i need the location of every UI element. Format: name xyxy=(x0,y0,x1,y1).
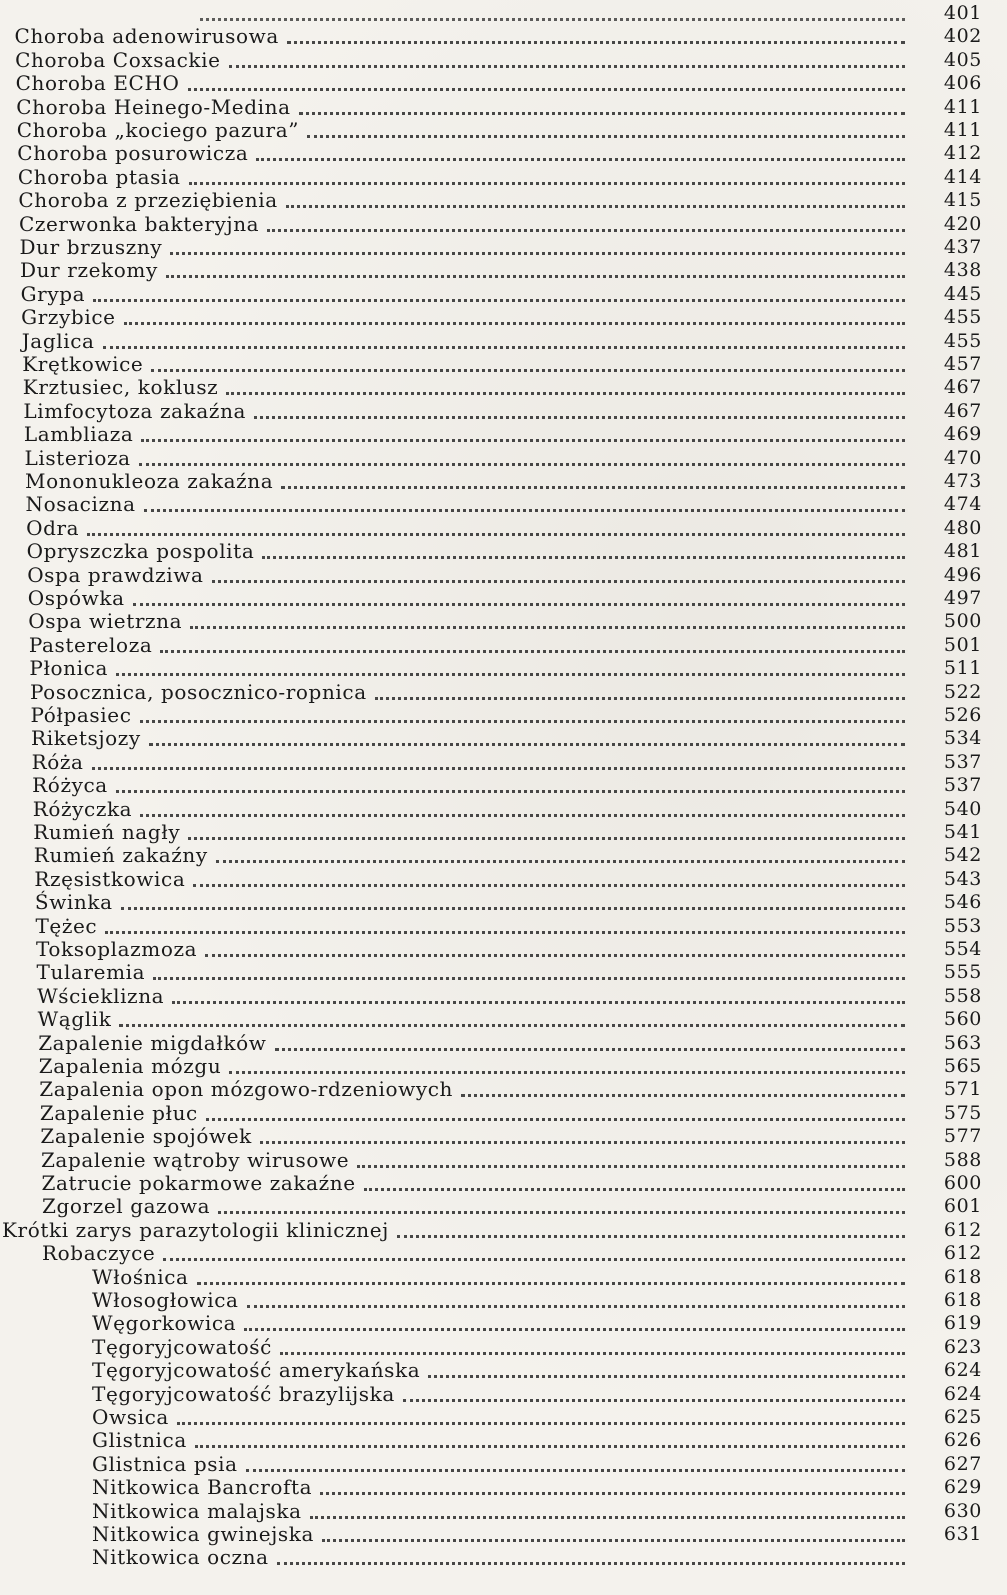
toc-entry xyxy=(0,960,1007,984)
dot-leader xyxy=(160,646,905,653)
dot-leader xyxy=(357,1161,905,1168)
toc-entry xyxy=(0,446,1007,470)
toc-page-number: 496 xyxy=(943,563,982,586)
toc-entry-label: Posocznica, posocznico-ropnica xyxy=(29,679,367,704)
toc-entry xyxy=(0,1522,1007,1546)
toc-entry xyxy=(0,235,1007,259)
toc-page-number: 565 xyxy=(943,1055,982,1077)
toc-entry xyxy=(0,375,1007,399)
toc-entry xyxy=(0,1405,1007,1429)
toc-page-number: 624 xyxy=(943,1382,982,1405)
toc-entry xyxy=(0,24,1007,48)
toc-page-number: 563 xyxy=(943,1031,982,1054)
toc-page-number: 540 xyxy=(943,797,982,820)
dot-leader xyxy=(364,1184,905,1191)
toc-page-number: 554 xyxy=(943,938,982,960)
toc-entry xyxy=(0,188,1007,212)
toc-entry-label: Płonica xyxy=(29,656,108,681)
toc-page-number: 630 xyxy=(943,1499,982,1522)
toc-page-number: 470 xyxy=(943,446,982,469)
dot-leader xyxy=(190,622,905,629)
toc-entry-label: Tęgoryjcowatość xyxy=(92,1334,272,1359)
dot-leader xyxy=(133,599,905,606)
dot-leader xyxy=(197,1278,905,1285)
toc-entry-label: Nitkowica malajska xyxy=(92,1498,302,1523)
dot-leader xyxy=(170,248,905,255)
toc-entry xyxy=(0,165,1007,189)
toc-entry xyxy=(0,1054,1007,1078)
toc-entry-label: Rumień nagły xyxy=(33,820,181,844)
toc-entry xyxy=(0,750,1007,774)
dot-leader xyxy=(229,1067,905,1074)
dot-leader xyxy=(144,505,905,512)
toc-entry-label: Choroba z przeziębienia xyxy=(18,188,278,213)
toc-entry-label: Wąglik xyxy=(37,1007,112,1032)
toc-page-number: 467 xyxy=(943,399,982,422)
toc-entry xyxy=(0,820,1007,844)
dot-leader xyxy=(200,14,905,21)
toc-entry xyxy=(0,609,1007,633)
toc-entry xyxy=(0,1499,1007,1523)
dot-leader xyxy=(163,1254,905,1261)
toc-entry-label: Odra xyxy=(26,515,80,540)
toc-page-number: 537 xyxy=(943,774,982,797)
dot-leader xyxy=(149,739,905,746)
toc-entry-label: Zapalenia opon mózgowo-rdzeniowych xyxy=(39,1077,454,1102)
toc-entry xyxy=(0,1335,1007,1359)
toc-entry-label: Zapalenie spojówek xyxy=(40,1124,252,1149)
dot-leader xyxy=(103,342,905,349)
toc-entry-label: Dur rzekomy xyxy=(20,258,158,283)
toc-page-number: 541 xyxy=(943,821,982,843)
dot-leader xyxy=(320,1488,905,1495)
toc-entry xyxy=(0,914,1007,938)
dot-leader xyxy=(397,1231,905,1238)
toc-page-number: 629 xyxy=(943,1476,982,1499)
dot-leader xyxy=(310,1512,905,1519)
toc-entry xyxy=(0,1265,1007,1289)
toc-entry xyxy=(0,726,1007,750)
toc-page-number: 445 xyxy=(943,282,982,305)
toc-entry xyxy=(0,282,1007,306)
toc-page-number: 481 xyxy=(943,540,982,563)
dot-leader xyxy=(206,1114,905,1121)
toc-entry xyxy=(0,1007,1007,1031)
toc-entry-label: Krętkowice xyxy=(22,352,144,376)
toc-entry-label: Róża xyxy=(31,749,84,774)
toc-entry-label: Robaczyce xyxy=(42,1241,156,1266)
toc-entry-label: Grypa xyxy=(20,281,86,306)
toc-entry-label: Włośnica xyxy=(92,1264,189,1289)
toc-entry xyxy=(0,469,1007,493)
toc-page-number: 420 xyxy=(943,212,982,235)
toc-entry-label: Nitkowica oczna xyxy=(92,1545,269,1570)
toc-entry-label: Nitkowica gwinejska xyxy=(92,1522,315,1546)
dot-leader xyxy=(124,318,905,325)
toc-page-number: 405 xyxy=(943,48,982,71)
toc-entry xyxy=(0,1194,1007,1218)
toc-entry-label: Czerwonka bakteryjna xyxy=(18,211,260,236)
dot-leader xyxy=(246,1465,905,1472)
toc-entry-label: Różyca xyxy=(32,773,108,798)
toc-page-number: 455 xyxy=(943,329,982,352)
toc-entry xyxy=(0,797,1007,821)
toc-page-number: 575 xyxy=(943,1101,982,1124)
toc-entry xyxy=(0,680,1007,704)
toc-entry-label: Toksoplazmoza xyxy=(36,937,198,961)
dot-leader xyxy=(216,856,905,863)
toc-entry-label: Nosacizna xyxy=(25,492,136,517)
dot-leader xyxy=(189,178,905,185)
dot-leader xyxy=(262,552,905,559)
toc-entry xyxy=(0,71,1007,95)
toc-entry xyxy=(0,1358,1007,1382)
toc-entry xyxy=(0,212,1007,236)
toc-entry-label: Węgorkowica xyxy=(92,1311,237,1336)
toc-page-number: 601 xyxy=(943,1195,982,1218)
toc-entry-label: Grzybice xyxy=(21,305,116,330)
toc-entry xyxy=(0,118,1007,142)
toc-page-number: 522 xyxy=(943,680,982,703)
toc-entry xyxy=(0,773,1007,797)
toc-entry xyxy=(0,633,1007,657)
toc-page-number: 626 xyxy=(943,1429,982,1452)
dot-leader xyxy=(267,225,905,232)
dot-leader xyxy=(403,1395,905,1402)
toc-entry-label: Jaglica xyxy=(21,328,95,353)
dot-leader xyxy=(153,973,905,980)
toc-entry-label: Dur brzuszny xyxy=(19,235,163,259)
toc-entry xyxy=(0,305,1007,329)
toc-entry xyxy=(0,843,1007,867)
toc-entry-label: Glistnica psia xyxy=(92,1451,238,1476)
toc-page-number: 560 xyxy=(943,1008,982,1031)
toc-page-number: 588 xyxy=(943,1148,982,1171)
toc-entry xyxy=(0,516,1007,540)
toc-entry xyxy=(0,95,1007,119)
toc-entry-label: Krótki zarys parazytologii klinicznej xyxy=(2,1217,389,1242)
toc-entry xyxy=(0,329,1007,353)
toc-entry-label: Zgorzel gazowa xyxy=(42,1194,211,1219)
toc-entry-label: Choroba ECHO xyxy=(15,71,180,96)
dot-leader xyxy=(105,927,905,934)
toc-page-number: 401 xyxy=(943,2,982,24)
dot-leader xyxy=(281,482,905,489)
dot-leader xyxy=(140,810,905,817)
toc-page-number: 577 xyxy=(943,1125,982,1148)
toc-entry xyxy=(0,1031,1007,1055)
toc-entry-label: Listerioza xyxy=(24,445,131,470)
toc-page-number: 600 xyxy=(943,1172,982,1194)
toc-page-number: 415 xyxy=(943,189,982,212)
toc-page-number: 457 xyxy=(943,353,982,375)
toc-page-number: 438 xyxy=(943,259,982,282)
toc-page-number: 500 xyxy=(943,610,982,633)
toc-entry xyxy=(0,1311,1007,1335)
toc-entry xyxy=(0,867,1007,891)
dot-leader xyxy=(247,1301,905,1308)
toc-page-number: 558 xyxy=(943,984,982,1007)
dot-leader xyxy=(93,295,905,302)
dot-leader xyxy=(307,131,905,138)
dot-leader xyxy=(287,37,905,44)
toc-page-number: 469 xyxy=(943,423,982,446)
toc-entry-label: Zapalenie płuc xyxy=(39,1100,198,1125)
toc-page-number: 414 xyxy=(943,165,982,188)
dot-leader xyxy=(87,529,905,536)
toc-page-number: 553 xyxy=(943,914,982,937)
toc-entry xyxy=(0,1148,1007,1172)
toc-entry xyxy=(0,703,1007,727)
dot-leader xyxy=(119,1020,905,1027)
dot-leader xyxy=(226,388,905,395)
toc-entry xyxy=(0,1452,1007,1476)
toc-page-number: 474 xyxy=(943,493,982,516)
toc-page-number: 411 xyxy=(943,95,982,118)
toc-entry-label: Opryszczka pospolita xyxy=(26,539,255,564)
toc-page-number: 534 xyxy=(943,727,982,750)
toc-entry-label: Choroba Heinego-Medina xyxy=(16,94,291,119)
dot-leader xyxy=(193,880,905,887)
dot-leader xyxy=(229,61,905,68)
toc-page-number: 437 xyxy=(943,236,982,258)
toc-entry-label: Wścieklizna xyxy=(37,983,165,1008)
toc-page-number: 631 xyxy=(943,1523,982,1545)
toc-entry-label: Choroba posurowicza xyxy=(17,141,249,166)
dot-leader xyxy=(428,1371,905,1378)
toc-entry-label: Owsica xyxy=(92,1405,169,1429)
toc-entry-label: Tularemia xyxy=(36,960,146,985)
toc-entry-label: Lambliaza xyxy=(23,422,134,447)
toc-entry-label: Riketsjozy xyxy=(31,726,141,751)
toc-entry xyxy=(0,1545,1007,1569)
toc-entry xyxy=(0,1,1007,25)
dot-leader xyxy=(260,1137,905,1144)
dot-leader xyxy=(177,1418,905,1425)
dot-leader xyxy=(151,365,905,372)
toc-entry-label: Pastereloza xyxy=(28,632,153,657)
toc-entry xyxy=(0,1288,1007,1312)
toc-entry-label: Tęgoryjcowatość amerykańska xyxy=(92,1358,421,1383)
toc-entry xyxy=(0,352,1007,376)
dot-leader xyxy=(92,763,905,770)
toc-entry xyxy=(0,937,1007,961)
toc-page-number: 473 xyxy=(943,470,982,492)
toc-entry xyxy=(0,1241,1007,1265)
toc-entry xyxy=(0,258,1007,282)
toc-entry xyxy=(0,539,1007,563)
toc-entry-label: Ospa prawdziwa xyxy=(27,562,204,587)
dot-leader xyxy=(322,1535,905,1542)
dot-leader xyxy=(188,833,905,840)
toc-entry-label: Ospa wietrzna xyxy=(28,609,183,634)
dot-leader xyxy=(205,950,905,957)
dot-leader xyxy=(212,576,905,583)
toc-entry-label: Zatrucie pokarmowe zakaźne xyxy=(41,1171,356,1195)
toc-page-number: 526 xyxy=(943,704,982,726)
toc-page-number: 480 xyxy=(943,516,982,539)
dot-leader xyxy=(299,108,905,115)
toc-entry xyxy=(0,48,1007,72)
dot-leader xyxy=(116,786,905,793)
toc-entry-label: Choroba adenowirusowa xyxy=(14,24,279,49)
toc-page-number: 542 xyxy=(943,844,982,867)
dot-leader xyxy=(116,669,905,676)
toc-entry-label: Choroba „kociego pazura” xyxy=(16,118,300,142)
toc-entry xyxy=(0,422,1007,446)
toc-page-number: 455 xyxy=(943,306,982,329)
toc-page-number: 537 xyxy=(943,750,982,773)
toc-entry-label: Glistnica xyxy=(92,1428,187,1453)
toc-entry xyxy=(0,1171,1007,1195)
toc-entry xyxy=(0,399,1007,423)
toc-entry-label: Półpasiec xyxy=(30,703,132,727)
toc-page-number: 412 xyxy=(943,142,982,165)
dot-leader xyxy=(121,903,905,910)
toc-page-number: 625 xyxy=(943,1406,982,1428)
toc-entry xyxy=(0,890,1007,914)
dot-leader xyxy=(188,84,905,91)
dot-leader xyxy=(172,997,905,1004)
toc-entry-label: Włosogłowica xyxy=(92,1288,239,1312)
dot-leader xyxy=(275,1044,905,1051)
dot-leader xyxy=(375,693,905,700)
toc-page-number: 402 xyxy=(943,25,982,48)
toc-entry-label: Choroba ptasia xyxy=(17,164,181,189)
toc-page-number: 618 xyxy=(943,1265,982,1288)
toc-entry xyxy=(0,586,1007,610)
toc-page-number: 511 xyxy=(943,657,982,680)
toc-entry-label: Rzęsistkowica xyxy=(34,866,186,891)
toc-entry xyxy=(0,1124,1007,1148)
toc-page-number: 555 xyxy=(943,961,982,984)
toc-page-number: 627 xyxy=(943,1452,982,1475)
dot-leader xyxy=(254,412,905,419)
toc-entry-label: Choroba Coxsackie xyxy=(15,47,221,72)
toc-page-number: 406 xyxy=(943,72,982,95)
toc-page-number: 467 xyxy=(943,376,982,399)
toc-page-number: 571 xyxy=(943,1078,982,1101)
toc-entry-label: Tęgoryjcowatość brazylijska xyxy=(92,1381,395,1406)
toc-page-number: 623 xyxy=(943,1335,982,1358)
toc-entry xyxy=(0,563,1007,587)
toc-page-number: 411 xyxy=(943,119,982,141)
dot-leader xyxy=(195,1441,905,1448)
dot-leader xyxy=(461,1090,905,1097)
toc-page-number: 612 xyxy=(943,1242,982,1265)
toc-entry xyxy=(0,1218,1007,1242)
toc-entry xyxy=(0,1475,1007,1499)
toc-entry-label: Zapalenia mózgu xyxy=(38,1054,222,1078)
dot-leader xyxy=(286,201,905,208)
dot-leader xyxy=(244,1324,905,1331)
toc-entry-label: Krztusiec, koklusz xyxy=(22,375,219,400)
dot-leader xyxy=(218,1207,905,1214)
toc-entry-label: Nitkowica Bancrofta xyxy=(92,1475,313,1500)
toc-entry-label: Różyczka xyxy=(32,796,133,821)
toc-entry-label: Rumień zakaźny xyxy=(33,843,208,868)
toc-page-number: 501 xyxy=(943,633,982,656)
toc-page-number: 619 xyxy=(943,1312,982,1335)
toc-entry xyxy=(0,1382,1007,1406)
toc-entry-label: Zapalenie migdałków xyxy=(38,1030,267,1055)
toc-entry-label: Zapalenie wątroby wirusowe xyxy=(40,1147,350,1172)
dot-leader xyxy=(140,716,906,723)
toc-entry xyxy=(0,984,1007,1008)
toc-entry xyxy=(0,656,1007,680)
toc-entry-label: Świnka xyxy=(34,890,113,915)
toc-entry-label: Tężec xyxy=(35,913,98,938)
toc-page-number: 546 xyxy=(943,891,982,914)
toc-entry xyxy=(0,492,1007,516)
dot-leader xyxy=(280,1348,905,1355)
dot-leader xyxy=(256,154,905,161)
dot-leader xyxy=(141,435,905,442)
toc-page-number: 612 xyxy=(943,1218,982,1241)
toc-page-number: 624 xyxy=(943,1359,982,1382)
toc-entry xyxy=(0,141,1007,165)
toc-entry xyxy=(0,1077,1007,1101)
dot-leader xyxy=(277,1558,905,1565)
toc-entry-label: Ospówka xyxy=(27,586,125,610)
dot-leader xyxy=(166,271,905,278)
toc-entry-label: Mononukleoza zakaźna xyxy=(25,469,274,493)
toc-entry-label: Limfocytoza zakaźna xyxy=(23,398,247,423)
dot-leader xyxy=(139,459,905,466)
toc-entry xyxy=(0,1101,1007,1125)
toc-entry xyxy=(0,1428,1007,1452)
toc-page-number: 543 xyxy=(943,867,982,890)
toc-page-number: 497 xyxy=(943,587,982,609)
toc-page-number: 618 xyxy=(943,1289,982,1311)
